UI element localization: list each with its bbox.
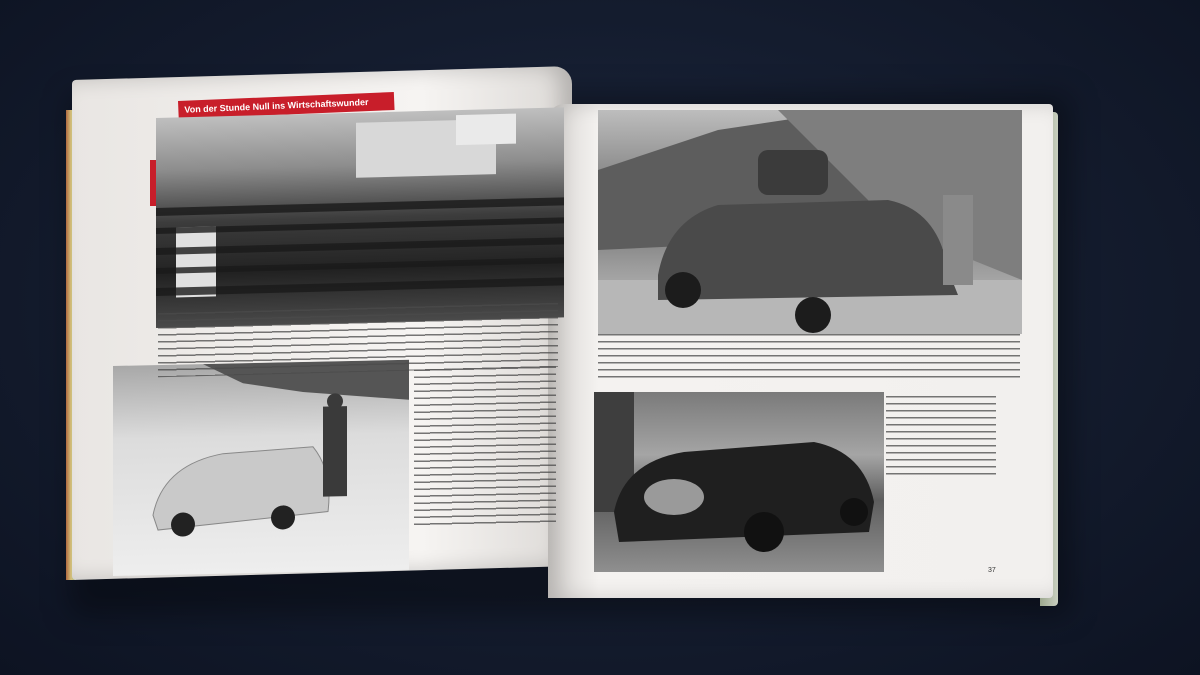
photo-sports-car <box>594 392 884 572</box>
chapter-header: Von der Stunde Null ins Wirtschaftswunder <box>178 92 395 119</box>
left-column-text <box>414 366 556 529</box>
photo-snow-convertible <box>113 360 409 576</box>
sports-car-illustration <box>594 392 884 572</box>
photo-car-mountain <box>598 110 1022 334</box>
snow-car-illustration <box>113 360 409 576</box>
right-column-text <box>886 396 996 476</box>
mountain-car-illustration <box>598 110 1022 334</box>
photo-parking-lot <box>156 107 564 328</box>
page-number: 37 <box>988 567 996 574</box>
left-page-body-text <box>158 303 558 377</box>
parking-lot-illustration <box>156 107 564 328</box>
right-page-body-text <box>598 334 1020 382</box>
